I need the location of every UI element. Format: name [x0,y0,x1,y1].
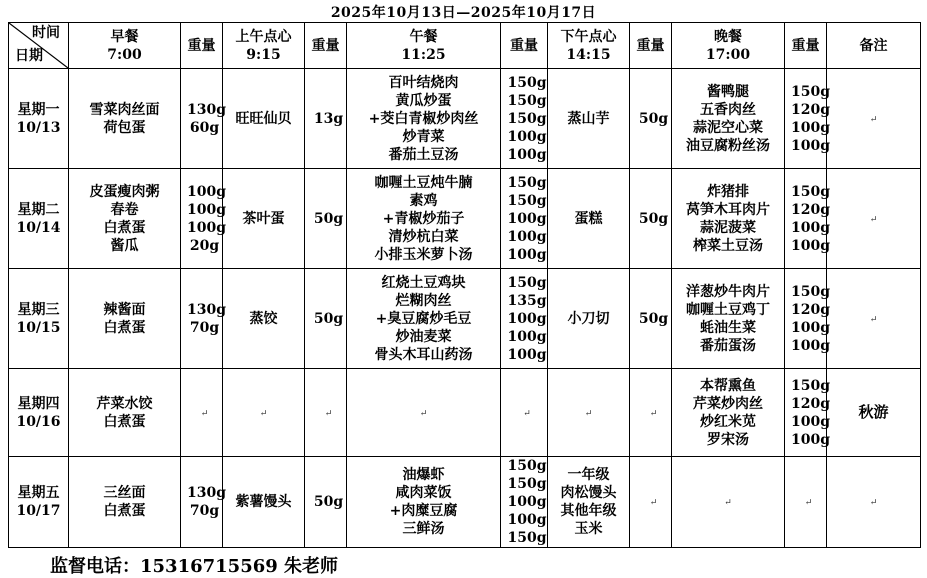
dish-item: 白煮蛋 [103,219,146,236]
dish-item: +茭白青椒炒肉丝 [368,110,479,127]
dish-item: 洋葱炒牛肉片 [686,283,770,300]
weight-value: 100g [791,319,831,336]
am-snack-cell [223,69,305,169]
weight-value: 120g [791,301,831,318]
dinner-weight-cell [785,269,831,369]
pm-snack-cell [548,69,630,169]
weight-value: 100g [507,228,547,245]
dish-item: 百叶结烧肉 [388,74,459,91]
page-title: 2025年10月13日—2025年10月17日 [330,5,597,21]
weight-value: 100g [507,346,547,363]
empty-mark: ↵ [724,498,732,508]
empty-mark: ↵ [804,498,813,508]
weight-value: 100g [791,119,831,136]
remark-text: 秋游 [858,403,889,421]
weight-value: 100g [507,512,547,528]
weight-value: 50g [313,494,344,510]
dish-item: 其他年级 [560,503,617,519]
menu-row [9,369,921,457]
weight-value: 100g [187,219,227,236]
lunch-cell [347,269,501,369]
date-label: 10/15 [16,319,61,336]
remark-cell [827,369,921,457]
dish-item: 荷包蛋 [103,119,146,136]
breakfast-cell [69,457,181,548]
weight-value: 100g [791,413,831,430]
dish-item: 白煮蛋 [103,503,146,519]
dish-item: 炸猪排 [707,183,749,200]
weight-value: 100g [791,137,831,154]
dish-item: 白煮蛋 [103,413,146,430]
dish-item: 本帮熏鱼 [700,377,756,394]
dish-item: 黄瓜炒蛋 [395,92,452,109]
empty-mark: ↵ [869,114,878,125]
date-label: 10/13 [16,119,61,136]
dinner-cell [672,69,785,169]
dish-item: 番茄蛋汤 [700,337,756,354]
weight-value: 150g [507,476,547,492]
time-label: 时间 [32,25,60,41]
lunch-weight-cell [501,269,548,369]
weekday-label: 星期四 [17,395,60,412]
am-snack-weight-cell [305,69,347,169]
dish-item: 油豆腐粉丝汤 [686,137,770,154]
weight-value: 120g [791,395,831,412]
weight-value: 100g [507,210,547,227]
empty-mark: ↵ [200,408,209,419]
pm-snack-weight-cell [630,169,672,269]
weight-value: 100g [791,431,831,448]
dish-item: 春卷 [110,201,139,218]
dish-item: 紫薯馒头 [235,494,292,510]
dinner-weight-cell [785,69,831,169]
dish-item: 三丝面 [103,485,146,501]
pm-snack-weight-cell [630,457,672,548]
empty-mark: ↵ [869,314,878,325]
am-snack-header: 上午点心 9:15 [223,23,305,69]
weight-value: 150g [791,377,831,394]
empty-mark: ↵ [869,498,878,508]
dish-item: 芹菜水饺 [96,395,153,412]
dish-item: 炒红米苋 [700,413,756,430]
weight-value: 100g [791,337,831,354]
weight-value: 130g [187,301,227,318]
weight-value: 50g [638,310,669,327]
day-cell [9,369,69,457]
weight-value: 100g [507,310,547,327]
dish-item: 玉米 [574,521,603,537]
lunch-weight-cell [501,369,548,457]
lunch-cell [347,369,501,457]
weight-value: 60g [189,119,220,136]
lunch-weight-cell [501,457,548,548]
lunch-weight-cell [501,169,548,269]
am-snack-weight-cell [305,457,347,548]
am-snack-cell [223,457,305,548]
dish-item: 三鲜汤 [402,521,445,537]
dish-item: 蚝油生菜 [700,319,756,336]
empty-mark: ↵ [523,408,531,419]
empty-mark: ↵ [419,408,428,419]
remark-cell [827,69,921,169]
pm-snack-cell [548,269,630,369]
dish-item: 莴笋木耳肉片 [686,201,770,218]
remark-cell [827,457,921,548]
pm-snack-header: 下午点心 14:15 [548,23,630,69]
dish-item: +肉糜豆腐 [389,503,458,519]
weight-header: 重量 [630,23,672,69]
dish-item: 辣酱面 [103,301,146,318]
weight-value: 13g [313,110,344,127]
dish-item: 一年级 [567,467,610,483]
breakfast-weight-cell [181,457,227,548]
dish-item: 酱瓜 [110,237,139,254]
dish-item: +青椒炒茄子 [382,210,465,227]
weight-value: 100g [507,328,547,345]
weight-value: 50g [313,210,344,227]
am-snack-weight-cell [305,369,347,457]
weight-value: 100g [507,246,547,263]
weight-value: 150g [791,183,831,200]
weight-value: 100g [507,494,547,510]
weight-value: 120g [791,201,831,218]
weight-value: 135g [507,292,547,309]
lunch-cell [347,69,501,169]
weight-header: 重量 [305,23,347,69]
dish-item: 素鸡 [409,192,438,209]
dish-item: 芹菜炒肉丝 [693,395,763,412]
pm-snack-cell [548,169,630,269]
pm-snack-weight-cell [630,369,672,457]
weight-value: 150g [507,192,547,209]
dish-item: 茶叶蛋 [242,210,285,227]
weight-value: 130g [187,485,227,501]
dish-item: 咖喱土豆炖牛腩 [374,174,473,191]
weight-value: 150g [507,174,547,191]
empty-mark: ↵ [324,408,333,419]
lunch-weight-cell [501,69,548,169]
weight-value: 150g [507,274,547,291]
empty-mark: ↵ [584,408,593,419]
weekly-menu-table [8,22,921,548]
dish-item: 油爆虾 [402,467,445,483]
empty-mark: ↵ [649,498,658,508]
am-snack-cell [223,369,305,457]
breakfast-cell [69,369,181,457]
breakfast-cell [69,169,181,269]
pm-snack-weight-cell [630,69,672,169]
day-cell [9,457,69,548]
dish-item: 蒜泥空心菜 [693,119,763,136]
weight-value: 50g [638,110,669,127]
header-row [9,23,921,69]
dish-item: 白煮蛋 [103,319,146,336]
weekday-label: 星期一 [17,101,60,118]
breakfast-header: 早餐 7:00 [69,23,181,69]
dish-item: 红烧土豆鸡块 [381,274,466,291]
pm-snack-cell [548,457,630,548]
dinner-cell [672,369,785,457]
weight-value: 100g [507,146,547,163]
weight-value: 120g [791,101,831,118]
date-label: 10/16 [16,413,61,430]
dinner-weight-cell [785,457,827,548]
lunch-cell [347,169,501,269]
remarks-header: 备注 [827,23,921,69]
pm-snack-cell [548,369,630,457]
weight-value: 150g [507,110,547,127]
remark-cell [827,269,921,369]
breakfast-weight-cell [181,169,227,269]
menu-row [9,69,921,169]
empty-mark: ↵ [869,214,878,225]
dish-item: +臭豆腐炒毛豆 [375,310,472,327]
weight-value: 150g [791,283,831,300]
weekday-label: 星期五 [17,485,60,501]
dish-item: 骨头木耳山药汤 [374,346,473,363]
dish-item: 番茄土豆汤 [388,146,459,163]
breakfast-cell [69,69,181,169]
dish-item: 咖喱土豆鸡丁 [686,301,770,318]
weight-header: 重量 [785,23,827,69]
dish-item: 皮蛋瘦肉粥 [89,183,160,200]
weight-header: 重量 [501,23,548,69]
dish-item: 五香肉丝 [700,101,756,118]
menu-row [9,269,921,369]
dish-item: 咸肉菜饭 [395,485,452,501]
empty-mark: ↵ [259,408,268,419]
breakfast-cell [69,269,181,369]
dish-item: 清炒杭白菜 [388,228,459,245]
dinner-weight-cell [785,369,831,457]
date-label: 10/14 [16,219,61,236]
weight-value: 20g [189,237,220,254]
weekday-label: 星期二 [17,201,60,218]
day-cell [9,169,69,269]
dish-item: 炒油麦菜 [395,328,452,345]
am-snack-weight-cell [305,169,347,269]
dish-item: 榨菜土豆汤 [693,237,763,254]
supervision-phone: 监督电话：15316715569 朱老师 [50,556,339,577]
dinner-cell [672,269,785,369]
weight-value: 100g [507,128,547,145]
am-snack-cell [223,169,305,269]
dinner-weight-cell [785,169,831,269]
dish-item: 旺旺仙贝 [235,110,292,127]
weight-value: 100g [187,201,227,218]
weight-value: 50g [638,210,669,227]
weight-value: 150g [507,458,547,474]
dinner-header: 晚餐 17:00 [672,23,785,69]
dinner-cell [672,457,785,548]
dish-item: 雪菜肉丝面 [89,101,160,118]
weight-value: 70g [189,319,220,336]
dish-item: 蒸山芋 [567,110,610,127]
dish-item: 酱鸭腿 [707,83,749,100]
day-cell [9,269,69,369]
weight-value: 150g [791,83,831,100]
weight-value: 150g [507,74,547,91]
weight-value: 150g [507,92,547,109]
dish-item: 肉松馒头 [560,485,617,501]
weekday-label: 星期三 [17,301,60,318]
weight-value: 50g [313,310,344,327]
breakfast-weight-cell [181,69,227,169]
empty-mark: ↵ [649,408,658,419]
weight-value: 150g [507,530,547,546]
dish-item: 蒜泥菠菜 [700,219,756,236]
weight-value: 70g [189,503,220,519]
weight-value: 130g [187,101,227,118]
breakfast-weight-cell [181,269,227,369]
day-cell [9,69,69,169]
breakfast-weight-cell [181,369,223,457]
menu-row [9,169,921,269]
dinner-cell [672,169,785,269]
corner-header-cell [9,23,69,69]
remark-cell [827,169,921,269]
am-snack-weight-cell [305,269,347,369]
date-label: 日期 [15,48,43,64]
pm-snack-weight-cell [630,269,672,369]
dish-item: 烂糊肉丝 [395,292,452,309]
lunch-header: 午餐 11:25 [347,23,501,69]
weight-header: 重量 [181,23,223,69]
weight-value: 100g [187,183,227,200]
dish-item: 小排玉米萝卜汤 [374,246,473,263]
menu-row [9,457,921,548]
dish-item: 炒青菜 [402,128,445,145]
weight-value: 100g [791,219,831,236]
date-label: 10/17 [16,503,61,519]
dish-item: 蒸饺 [249,310,278,327]
dish-item: 罗宋汤 [707,431,749,448]
weight-value: 100g [791,237,831,254]
dish-item: 蛋糕 [574,210,603,227]
am-snack-cell [223,269,305,369]
lunch-cell [347,457,501,548]
dish-item: 小刀切 [567,310,610,327]
